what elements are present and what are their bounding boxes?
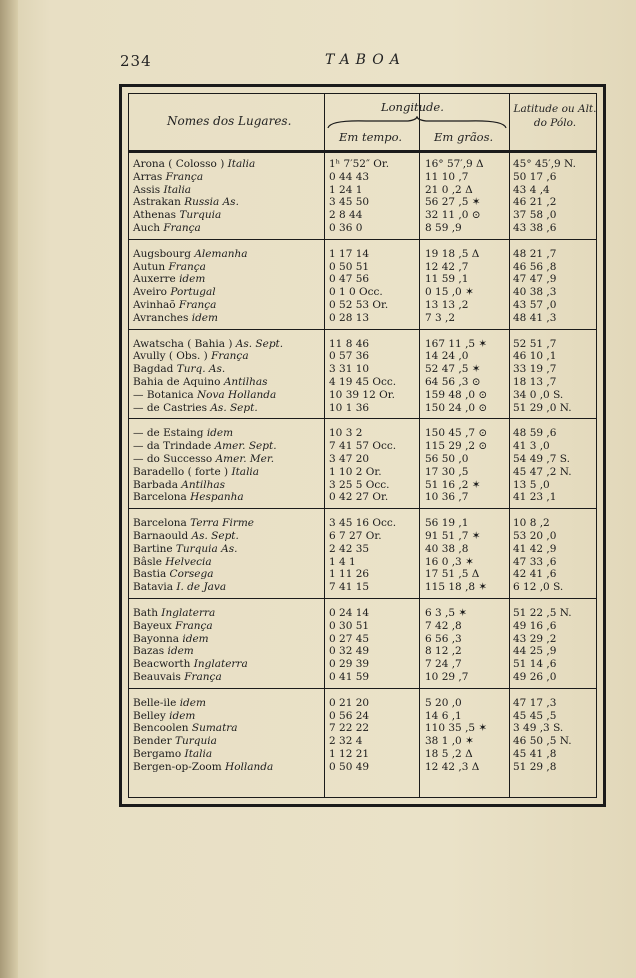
place-name [133, 453, 274, 466]
place-region: I. de Java [176, 581, 227, 594]
longitude-degrees: 167 11 ,5 ✶ [425, 337, 488, 350]
place-region: Sumatra [191, 722, 238, 735]
place-name-text: — do Successo [133, 453, 216, 465]
place-region: França [184, 671, 222, 683]
place-name [133, 735, 217, 748]
place-region: França [163, 222, 201, 234]
longitude-degrees: 38 1 ,0 ✶ [425, 735, 474, 748]
latitude-value: 48 41 ,3 [513, 311, 557, 324]
longitude-time: 2 8 44 [329, 209, 363, 222]
latitude-value: 6 12 ,0 S. [513, 581, 564, 594]
longitude-time: 11 8 46 [329, 337, 370, 350]
longitude-degrees: 8 59 ,9 [425, 222, 462, 234]
longitude-time: 2 42 35 [329, 542, 370, 555]
header-latitude: Latitude ou Alt. do Pólo. [513, 103, 597, 129]
longitude-time: 3 45 50 [329, 196, 370, 209]
place-name [133, 440, 277, 453]
place-name-text: Baradello ( forte ) [133, 465, 232, 478]
longitude-time: 1 17 14 [329, 247, 370, 260]
place-name [133, 671, 222, 684]
longitude-degrees: 7 3 ,2 [425, 311, 456, 324]
place-name [133, 184, 191, 197]
place-name-text: Barnaould [133, 530, 192, 542]
running-head: TABOA [325, 52, 406, 68]
place-name-text: Belle-ile [133, 696, 180, 709]
place-name-text: Athenas [133, 209, 180, 222]
place-region: França [175, 619, 213, 632]
place-name-text: Barcelona [133, 491, 191, 504]
longitude-time: 1 10 2 Or. [329, 465, 382, 478]
place-name [133, 338, 283, 351]
latitude-value: 52 51 ,7 [513, 337, 557, 350]
longitude-time: 3 25 5 Occ. [329, 478, 390, 491]
place-region: idem [182, 632, 209, 645]
table-frame [119, 84, 606, 807]
place-region: Antilhas [181, 478, 225, 491]
longitude-time: 3 47 20 [329, 453, 370, 465]
longitude-degrees: 7 24 ,7 [425, 658, 462, 671]
longitude-time: 1 4 1 [329, 555, 356, 568]
longitude-degrees: 7 42 ,8 [425, 619, 462, 632]
place-name [133, 222, 201, 235]
latitude-value: 43 29 ,2 [513, 632, 557, 645]
header-rule [129, 150, 596, 153]
latitude-value: 37 58 ,0 [513, 209, 557, 222]
place-name [133, 363, 225, 376]
longitude-time: 0 42 27 Or. [329, 491, 389, 504]
place-region: Inglaterra [161, 607, 216, 619]
place-name [133, 209, 221, 222]
place-region: idem [206, 427, 234, 440]
latitude-value: 47 33 ,6 [513, 555, 557, 568]
longitude-time: 10 1 36 [329, 401, 370, 414]
place-region: Turquia As. [175, 542, 238, 555]
longitude-degrees: 0 15 ,0 ✶ [425, 286, 474, 299]
place-name [133, 517, 254, 530]
place-name-text: Bagdad [133, 363, 177, 376]
longitude-degrees: 150 45 ,7 ⊙ [425, 427, 488, 440]
longitude-time: 2 32 4 [329, 735, 363, 748]
latitude-value: 51 14 ,6 [513, 658, 557, 671]
longitude-degrees: 64 56 ,3 ⊙ [425, 376, 481, 388]
longitude-time: 0 50 51 [329, 260, 370, 273]
longitude-degrees: 21 0 ,2 Δ [425, 183, 473, 196]
latitude-value: 13 5 ,0 [513, 478, 550, 491]
place-name-text: Assis [133, 183, 164, 196]
latitude-value: 54 49 ,7 S. [513, 453, 570, 465]
longitude-time: 0 29 39 [329, 658, 370, 671]
place-region: Hespanha [190, 491, 244, 504]
latitude-value: 51 29 ,0 N. [513, 401, 572, 414]
place-region: Helvecia [165, 555, 212, 568]
group-divider [129, 329, 596, 330]
place-name-text: Astrakan [133, 196, 185, 209]
longitude-time: 0 27 45 [329, 632, 370, 645]
place-name-text: Bartine [133, 542, 176, 555]
place-name [133, 556, 212, 569]
latitude-value: 53 20 ,0 [513, 530, 557, 542]
longitude-time: 7 22 22 [329, 722, 370, 735]
page-gutter [0, 0, 18, 978]
longitude-time: 7 41 57 Occ. [329, 440, 397, 453]
latitude-value: 46 50 ,5 N. [513, 735, 572, 748]
place-name-text: Beauvais [133, 671, 185, 683]
longitude-time: 1 12 21 [329, 748, 370, 760]
place-region: idem [167, 645, 194, 658]
longitude-degrees: 18 5 ,2 Δ [425, 748, 473, 760]
column-divider [509, 94, 510, 797]
longitude-degrees: 150 24 ,0 ⊙ [425, 401, 488, 414]
place-name [133, 722, 238, 735]
longitude-time: 0 52 53 Or. [329, 299, 389, 311]
longitude-time: 0 56 24 [329, 709, 370, 722]
latitude-value: 45° 45′,9 N. [513, 158, 576, 170]
latitude-value: 46 56 ,8 [513, 260, 557, 273]
place-name-text: Barcelona [133, 517, 191, 530]
place-region: Hollanda [225, 760, 274, 773]
longitude-degrees: 56 50 ,0 [425, 453, 469, 465]
place-name [133, 761, 273, 774]
place-region: Italia [231, 465, 260, 478]
place-name [133, 620, 213, 633]
place-name [133, 658, 248, 671]
place-name [133, 491, 244, 504]
longitude-degrees: 5 20 ,0 [425, 696, 462, 709]
place-name-text: Aveiro [133, 286, 171, 299]
longitude-degrees: 110 35 ,5 ✶ [425, 722, 488, 735]
longitude-degrees: 17 30 ,5 [425, 465, 469, 478]
place-region: As. Sept. [235, 337, 284, 350]
place-region: Italia [163, 183, 192, 196]
longitude-degrees: 12 42 ,3 Δ [425, 760, 480, 773]
latitude-value: 41 23 ,1 [513, 491, 557, 504]
latitude-value: 43 57 ,0 [513, 299, 557, 311]
header-time: Em tempo. [339, 130, 403, 144]
longitude-degrees: 13 13 ,2 [425, 299, 469, 311]
longitude-degrees: 56 19 ,1 [425, 517, 469, 530]
place-name-text: Arona ( Colosso ) [133, 158, 228, 170]
longitude-degrees: 14 6 ,1 [425, 709, 462, 722]
latitude-value: 50 17 ,6 [513, 170, 557, 183]
latitude-value: 42 41 ,6 [513, 568, 557, 581]
header-degrees: Em grãos. [434, 130, 494, 144]
place-name [133, 273, 205, 286]
place-region: França [168, 260, 206, 273]
place-name-text: Beacworth [133, 658, 194, 671]
column-divider [324, 94, 325, 797]
longitude-degrees: 115 18 ,8 ✶ [425, 581, 488, 594]
place-name [133, 697, 206, 710]
place-region: idem [179, 696, 206, 709]
longitude-time: 1 11 26 [329, 568, 370, 581]
place-name-text: Batavia [133, 581, 177, 594]
place-name-text: Auxerre [133, 273, 180, 286]
place-name-text: Barbada [133, 478, 182, 491]
place-region: Russia As. [184, 196, 239, 209]
longitude-degrees: 32 11 ,0 ⊙ [425, 209, 481, 222]
place-name [133, 645, 194, 658]
place-region: idem [191, 311, 218, 324]
place-name-text: — de Castries [133, 401, 211, 414]
longitude-time: 1ʰ 7′52″ Or. [329, 158, 390, 170]
longitude-time: 0 30 51 [329, 619, 370, 632]
latitude-value: 33 19 ,7 [513, 363, 557, 376]
place-name [133, 248, 248, 261]
place-name [133, 350, 249, 363]
longitude-degrees: 11 59 ,1 [425, 273, 469, 286]
place-name-text: Avranches [133, 311, 192, 324]
place-name-text: Bath [133, 607, 162, 619]
place-name [133, 261, 206, 274]
longitude-time: 0 21 20 [329, 696, 370, 709]
place-region: Alemanha [194, 247, 248, 260]
place-name [133, 299, 216, 312]
latitude-value: 18 13 ,7 [513, 376, 557, 388]
place-name [133, 466, 259, 479]
place-region: Turquia [175, 735, 217, 748]
header-longitude: Longitude. [381, 100, 444, 114]
place-name-text: Avinhaõ [133, 299, 179, 311]
place-name [133, 633, 209, 646]
latitude-value: 48 59 ,6 [513, 427, 557, 440]
place-region: Nova Hollanda [196, 388, 277, 401]
latitude-value: 40 38 ,3 [513, 286, 557, 299]
longitude-time: 0 24 14 [329, 607, 370, 619]
longitude-degrees: 159 48 ,0 ⊙ [425, 388, 488, 401]
longitude-degrees: 56 27 ,5 ✶ [425, 196, 481, 209]
place-region: Turq. As. [176, 363, 226, 376]
longitude-time: 1 24 1 [329, 183, 363, 196]
place-region: As. Sept. [191, 530, 239, 542]
place-name [133, 543, 237, 556]
place-name [133, 568, 214, 581]
longitude-degrees: 17 51 ,5 Δ [425, 568, 480, 581]
latitude-value: 46 10 ,1 [513, 350, 557, 363]
latitude-value: 43 38 ,6 [513, 222, 557, 234]
place-name [133, 402, 258, 415]
place-region: Inglaterra [193, 658, 248, 671]
group-divider [129, 688, 596, 689]
latitude-value: 51 29 ,8 [513, 760, 557, 773]
longitude-degrees: 51 16 ,2 ✶ [425, 478, 481, 491]
longitude-degrees: 115 29 ,2 ⊙ [425, 440, 488, 453]
latitude-value: 45 47 ,2 N. [513, 465, 572, 478]
place-region: França [178, 299, 217, 311]
longitude-degrees: 40 38 ,8 [425, 542, 469, 555]
longitude-time: 0 1 0 Occ. [329, 286, 383, 299]
place-region: idem [179, 273, 206, 286]
longitude-time: 4 19 45 Occ. [329, 376, 397, 388]
place-name-text: — Botanica [133, 388, 197, 401]
longitude-time: 0 41 59 [329, 671, 370, 683]
place-name-text: Bastia [133, 568, 170, 581]
place-name-text: Autun [133, 260, 169, 273]
longitude-time: 3 45 16 Occ. [329, 517, 397, 530]
place-name [133, 479, 225, 492]
latitude-value: 41 42 ,9 [513, 542, 557, 555]
latitude-value: 10 8 ,2 [513, 517, 550, 530]
longitude-time: 10 39 12 Or. [329, 388, 395, 401]
place-name-text: Arras [133, 170, 166, 183]
longitude-time: 10 3 2 [329, 427, 363, 440]
longitude-degrees: 52 47 ,5 ✶ [425, 363, 481, 376]
page-number: 234 [120, 52, 152, 70]
place-name-text: Bencoolen [133, 722, 192, 735]
place-name-text: Bayeux [133, 619, 176, 632]
place-name [133, 158, 255, 171]
longitude-time: 6 7 27 Or. [329, 530, 382, 542]
longitude-time: 3 31 10 [329, 363, 370, 376]
longitude-time: 0 28 13 [329, 311, 370, 324]
place-name-text: Auch [133, 222, 164, 234]
place-region: Italia [184, 748, 213, 760]
place-name-text: Bayonna [133, 632, 183, 645]
header-names: Nomes dos Lugares. [167, 114, 292, 128]
place-region: As. Sept. [210, 401, 258, 414]
longitude-time: 0 50 49 [329, 760, 370, 773]
latitude-value: 47 17 ,3 [513, 696, 557, 709]
latitude-value: 48 21 ,7 [513, 247, 557, 260]
longitude-time: 0 44 43 [329, 170, 370, 183]
latitude-value: 51 22 ,5 N. [513, 607, 572, 619]
place-name [133, 427, 233, 440]
longitude-degrees: 91 51 ,7 ✶ [425, 530, 481, 542]
latitude-value: 46 21 ,2 [513, 196, 557, 209]
place-name-text: Awatscha ( Bahia ) [133, 337, 236, 350]
longitude-time: 0 57 36 [329, 350, 370, 363]
latitude-value: 45 45 ,5 [513, 709, 557, 722]
place-region: Turquia [179, 209, 222, 222]
place-region: Antilhas [223, 376, 268, 388]
longitude-time: 0 47 56 [329, 273, 370, 286]
place-name-text: Bender [133, 735, 175, 748]
place-region: Portugal [170, 286, 216, 299]
place-name-text: — de Estaing [133, 427, 207, 440]
latitude-value: 47 47 ,9 [513, 273, 557, 286]
place-name [133, 710, 195, 723]
place-name [133, 607, 215, 620]
longitude-time: 0 36 0 [329, 222, 363, 234]
longitude-degrees: 19 18 ,5 Δ [425, 247, 480, 260]
place-name-text: Augsbourg [133, 247, 195, 260]
latitude-value: 43 4 ,4 [513, 183, 550, 196]
place-name-text: Bergen-op-Zoom [133, 760, 226, 773]
longitude-degrees: 10 29 ,7 [425, 671, 469, 683]
place-name-text: Belley [133, 709, 170, 722]
place-name [133, 312, 218, 325]
place-name [133, 171, 203, 184]
place-name [133, 376, 268, 389]
place-region: Amer. Sept. [214, 440, 277, 453]
longitude-degrees: 14 24 ,0 [425, 350, 469, 363]
latitude-value: 49 16 ,6 [513, 619, 557, 632]
longitude-degrees: 10 36 ,7 [425, 491, 469, 504]
latitude-value: 34 0 ,0 S. [513, 388, 564, 401]
place-name-text: Bergamo [133, 748, 185, 760]
group-divider [129, 598, 596, 599]
longitude-degrees: 6 3 ,5 ✶ [425, 607, 468, 619]
latitude-value: 41 3 ,0 [513, 440, 550, 453]
group-divider [129, 239, 596, 240]
longitude-degrees: 6 56 ,3 [425, 632, 462, 645]
longitude-degrees: 11 10 ,7 [425, 170, 469, 183]
place-region: França [211, 350, 249, 363]
place-name-text: Bahia de Aquino [133, 376, 224, 388]
longitude-time: 0 32 49 [329, 645, 370, 658]
longitude-degrees: 16 0 ,3 ✶ [425, 555, 474, 568]
place-name [133, 581, 226, 594]
place-name-text: Avully ( Obs. ) [133, 350, 212, 363]
longitude-brace [326, 116, 508, 130]
column-divider [419, 94, 420, 797]
longitude-time: 7 41 15 [329, 581, 370, 594]
place-name-text: — da Trindade [133, 440, 215, 453]
place-name [133, 286, 216, 299]
latitude-value: 49 26 ,0 [513, 671, 557, 683]
place-name-text: Bazas [133, 645, 168, 658]
place-name [133, 389, 276, 402]
latitude-value: 44 25 ,9 [513, 645, 557, 658]
place-region: idem [169, 709, 196, 722]
place-region: Terra Firme [190, 517, 255, 530]
table [128, 93, 597, 798]
place-region: Corsega [169, 568, 214, 581]
place-name [133, 196, 239, 209]
place-name [133, 530, 239, 543]
place-name [133, 748, 212, 761]
place-region: França [165, 170, 204, 183]
latitude-value: 45 41 ,8 [513, 748, 557, 760]
latitude-value: 3 49 ,3 S. [513, 722, 564, 735]
group-divider [129, 418, 596, 419]
longitude-degrees: 16° 57′,9 Δ [425, 158, 484, 170]
place-name-text: Bâsle [133, 555, 166, 568]
place-region: Italia [227, 158, 256, 170]
longitude-degrees: 12 42 ,7 [425, 260, 469, 273]
group-divider [129, 508, 596, 509]
longitude-degrees: 8 12 ,2 [425, 645, 462, 658]
place-region: Amer. Mer. [215, 453, 275, 465]
